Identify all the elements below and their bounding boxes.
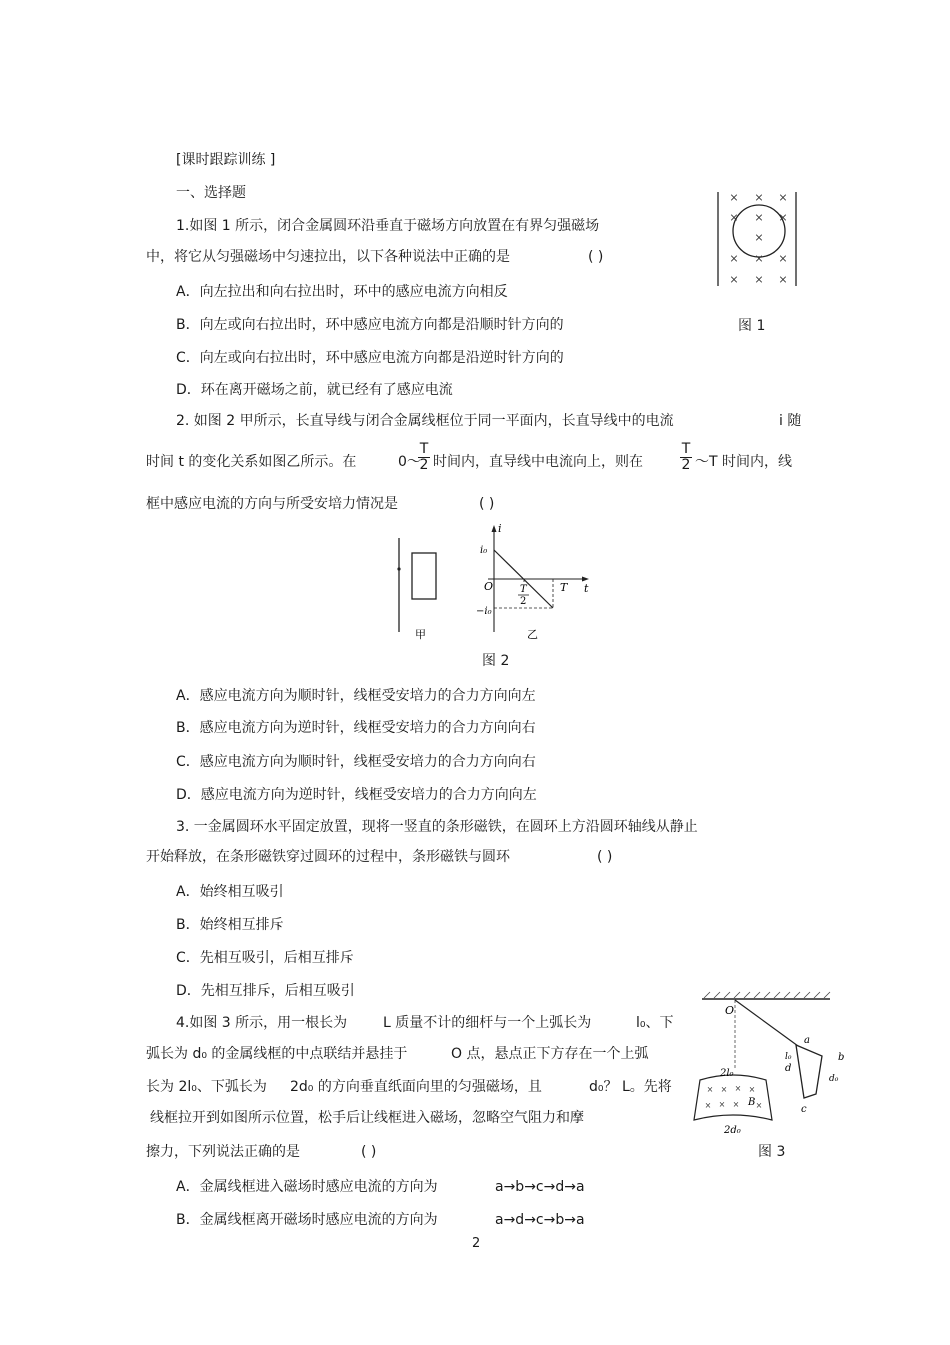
svg-text:2: 2: [520, 596, 527, 607]
figure-3-pendulum-frame: [688, 990, 848, 1135]
q4-line-3a: 长为 2l₀、下弧长为: [146, 1079, 267, 1095]
q4-line-3c: d₀？ L。先将: [589, 1079, 672, 1095]
q1-line-2: 中，将它从匀强磁场中匀速拉出，以下各种说法中正确的是: [146, 249, 510, 265]
svg-text:c: c: [801, 1104, 807, 1115]
svg-text:T: T: [520, 584, 527, 595]
field-region: [694, 1075, 772, 1120]
svg-text:×: ×: [718, 1100, 726, 1109]
svg-text:×: ×: [729, 191, 739, 204]
q3-line-1: 3. 一金属圆环水平固定放置，现将一竖直的条形磁铁，在圆环上方沿圆环轴线从静止: [176, 819, 698, 835]
q2-line-2c: 时间内，直导线中电流向上，则在: [433, 454, 643, 470]
q2-option-c: C．感应电流方向为顺时针，线框受安培力的合力方向向右: [176, 754, 536, 770]
svg-text:B: B: [748, 1097, 756, 1108]
section-title: [课时跟踪训练 ]: [176, 152, 276, 168]
svg-text:×: ×: [754, 191, 764, 204]
q4-option-b-path: a→d→c→b→a: [495, 1212, 585, 1228]
svg-text:2l₀: 2l₀: [720, 1068, 734, 1079]
q2-answer-paren: ( ): [479, 496, 495, 512]
svg-text:×: ×: [706, 1085, 714, 1094]
q1-answer-paren: ( ): [588, 249, 604, 265]
q2-line-1a: 2. 如图 2 甲所示，长直导线与闭合金属线框位于同一平面内，长直导线中的电流: [176, 413, 674, 429]
q4-answer-paren: ( ): [361, 1144, 377, 1160]
svg-text:l₀: l₀: [785, 1052, 792, 1062]
svg-text:d: d: [785, 1063, 792, 1074]
svg-text:i: i: [498, 522, 502, 535]
swung-frame: [796, 1045, 822, 1098]
svg-text:×: ×: [729, 252, 739, 265]
figure-1-magnetic-field-ring: [712, 188, 802, 290]
q2-line-2d: ～T 时间内，线: [695, 454, 793, 470]
q2-option-b: B．感应电流方向为逆时针，线框受安培力的合力方向向右: [176, 720, 536, 736]
svg-text:×: ×: [778, 211, 788, 224]
svg-text:×: ×: [778, 273, 788, 286]
figure-1-caption: 图 1: [738, 318, 766, 334]
svg-text:×: ×: [778, 252, 788, 265]
q4-option-b: B．金属线框离开磁场时感应电流的方向为: [176, 1212, 438, 1228]
metal-frame: [412, 553, 436, 599]
q2-line-1b: i 随: [779, 413, 802, 429]
q3-option-c: C．先相互吸引，后相互排斥: [176, 950, 354, 966]
q2-fraction-2: T 2: [681, 441, 691, 473]
q2-line-3: 框中感应电流的方向与所受安培力情况是: [146, 496, 398, 512]
q4-line-1c: l₀、下: [636, 1015, 674, 1031]
q1-option-a: A．向左拉出和向右拉出时，环中的感应电流方向相反: [176, 284, 508, 300]
q2-option-d: D．感应电流方向为逆时针，线框受安培力的合力方向向左: [176, 787, 537, 803]
q4-line-2b: O 点，悬点正下方存在一个上弧: [451, 1046, 649, 1062]
q3-option-d: D．先相互排斥，后相互吸引: [176, 983, 355, 999]
q4-line-2a: 弧长为 d₀ 的金属线框的中点联结并悬挂于: [146, 1046, 408, 1062]
figure-3-caption: 图 3: [758, 1144, 786, 1160]
q1-option-b: B．向左或向右拉出时，环中感应电流方向都是沿顺时针方向的: [176, 317, 564, 333]
figure-2-caption: 图 2: [482, 653, 510, 669]
q4-option-a-path: a→b→c→d→a: [495, 1179, 585, 1195]
q1-line-1: 1.如图 1 所示，闭合金属圆环沿垂直于磁场方向放置在有界匀强磁场: [176, 218, 600, 234]
part-title: 一、选择题: [176, 185, 246, 201]
figure-2-diagram: [390, 522, 600, 644]
q3-option-a: A．始终相互吸引: [176, 884, 284, 900]
q4-line-1a: 4.如图 3 所示，用一根长为: [176, 1015, 348, 1031]
svg-text:b: b: [838, 1052, 845, 1063]
svg-text:×: ×: [720, 1085, 728, 1094]
svg-text:i₀: i₀: [480, 545, 488, 556]
label-yi: 乙: [527, 628, 538, 641]
q2-line-2b: 0～: [398, 454, 421, 470]
q3-option-b: B．始终相互排斥: [176, 917, 284, 933]
q4-line-1b: L 质量不计的细杆与一个上弧长为: [383, 1015, 592, 1031]
svg-text:×: ×: [732, 1100, 740, 1109]
q4-line-3b: 2d₀ 的方向垂直纸面向里的匀强磁场，且: [290, 1079, 542, 1095]
svg-text:d₀: d₀: [829, 1074, 839, 1084]
svg-text:×: ×: [734, 1084, 742, 1093]
q2-line-2a: 时间 t 的变化关系如图乙所示。在: [146, 454, 357, 470]
q3-line-2: 开始释放，在条形磁铁穿过圆环的过程中，条形磁铁与圆环: [146, 849, 510, 865]
svg-text:×: ×: [778, 191, 788, 204]
svg-text:2d₀: 2d₀: [724, 1125, 741, 1135]
q1-option-c: C．向左或向右拉出时，环中感应电流方向都是沿逆时针方向的: [176, 350, 564, 366]
svg-text:×: ×: [748, 1085, 756, 1094]
q3-answer-paren: ( ): [597, 849, 613, 865]
svg-text:×: ×: [729, 273, 739, 286]
q4-option-a: A．金属线框进入磁场时感应电流的方向为: [176, 1179, 438, 1195]
svg-text:×: ×: [755, 1101, 763, 1110]
svg-text:O: O: [725, 1004, 735, 1017]
svg-text:×: ×: [729, 211, 739, 224]
svg-text:×: ×: [754, 231, 764, 244]
q4-line-5: 擦力，下列说法正确的是: [146, 1144, 300, 1160]
page-number: 2: [472, 1236, 481, 1251]
svg-text:t: t: [584, 582, 589, 595]
q4-line-4: 线框拉开到如图所示位置，松手后让线框进入磁场，忽略空气阻力和摩: [150, 1110, 584, 1126]
svg-text:×: ×: [704, 1101, 712, 1110]
svg-text:×: ×: [754, 252, 764, 265]
q2-fraction-1: T 2: [419, 441, 429, 473]
label-jia: 甲: [415, 628, 426, 641]
svg-text:×: ×: [754, 211, 764, 224]
svg-text:×: ×: [754, 273, 764, 286]
svg-text:T: T: [560, 581, 568, 594]
svg-text:O: O: [484, 580, 494, 593]
q2-option-a: A．感应电流方向为顺时针，线框受安培力的合力方向向左: [176, 688, 536, 704]
q1-option-d: D．环在离开磁场之前，就已经有了感应电流: [176, 382, 453, 398]
svg-text:−i₀: −i₀: [476, 606, 492, 617]
svg-text:a: a: [804, 1035, 810, 1046]
